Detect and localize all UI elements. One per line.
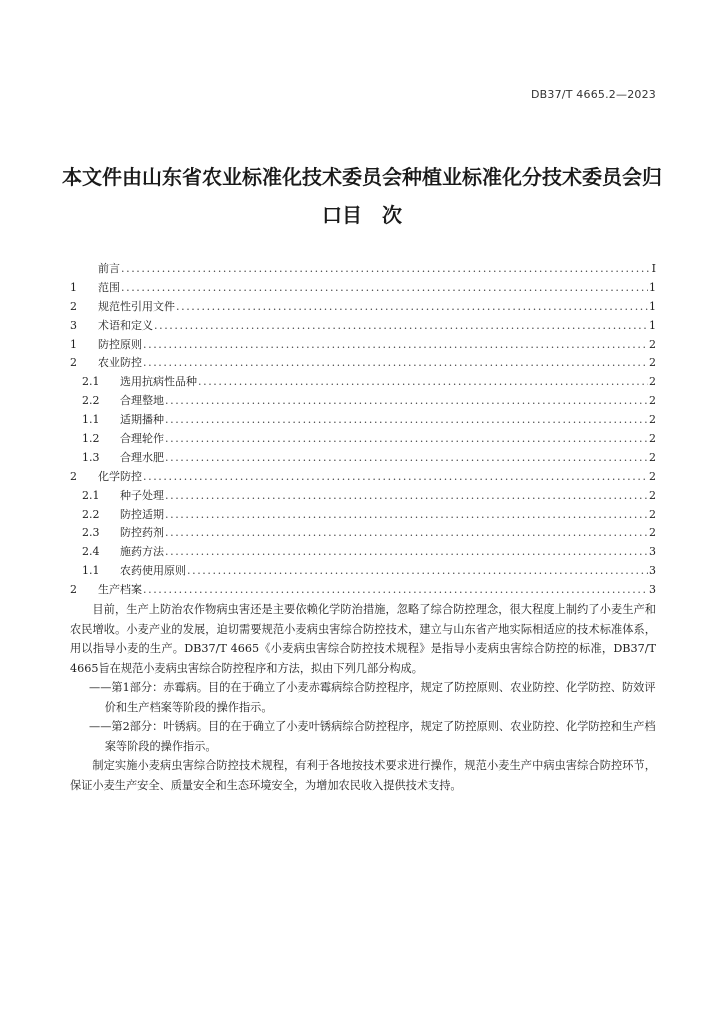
toc-leader-dots: [143, 354, 648, 373]
toc-entry-number: 1: [70, 337, 77, 351]
toc-entry[interactable]: [70, 279, 656, 298]
toc-entry[interactable]: [70, 430, 656, 449]
toc-leader-dots: [143, 581, 648, 600]
toc-entry-label: 农业防控: [98, 356, 142, 370]
toc-entry-page: 2: [649, 375, 656, 389]
toc-entry-number: 2.3: [82, 526, 100, 540]
toc-entry[interactable]: [70, 298, 656, 317]
toc-leader-dots: [165, 449, 648, 468]
toc-entry-label: 防控适期: [120, 507, 164, 521]
toc-leader-dots: [187, 562, 648, 581]
toc-entry-label: 合理轮作: [120, 432, 164, 446]
part-list-item: ——第1部分：赤霉病。目的在于确立了小麦赤霉病综合防控程序，规定了防控原则、农业防控、化学防控、防效评价和生产档案等阶段的操作指示。: [89, 681, 656, 714]
toc-entry[interactable]: [70, 449, 656, 468]
toc-leader-dots: [198, 373, 648, 392]
toc-leader-dots: [165, 506, 648, 525]
toc-entry[interactable]: [70, 468, 656, 487]
toc-entry[interactable]: [70, 524, 656, 543]
toc-entry[interactable]: [70, 487, 656, 506]
title-line-2: 口目 次: [322, 203, 402, 227]
toc-leader-dots: [165, 487, 648, 506]
toc-entry-label: 合理水肥: [120, 450, 164, 464]
toc-entry-page: 3: [649, 545, 656, 559]
toc-entry-page: 2: [649, 394, 656, 408]
toc-entry-number: 1.3: [82, 450, 100, 464]
toc-entry-number: 2: [70, 583, 77, 597]
toc-entry-label: 适期播种: [120, 413, 164, 427]
toc-entry-label: 选用抗病性品种: [120, 375, 197, 389]
toc-entry[interactable]: [70, 336, 656, 355]
toc-leader-dots: [165, 524, 648, 543]
toc-leader-dots: [154, 317, 648, 336]
toc-entry-page: 2: [649, 526, 656, 540]
body-paragraph: 目前，生产上防治农作物病虫害还是主要依赖化学防治措施，忽略了综合防控理念，很大程度上制约了小麦生产和农民增收。小麦产业的发展，迫切需要规范小麦病虫害综合防控技术，建立与山东省产地实际相适应的技术标准体系，用以指导小麦的生产。DB37/T 4665《小麦病虫害综合防控技术规程》是指导小麦病虫害综合防控的标准，DB37/T 4665旨在规范小麦病虫害综合防控程序和方法，拟由下列几部分构成。: [70, 603, 656, 675]
toc-entry-number: 2: [70, 299, 77, 313]
toc-entry-number: 2.1: [82, 375, 100, 389]
toc-entry-label: 施药方法: [120, 545, 164, 559]
toc-entry-page: 2: [649, 488, 656, 502]
toc-entry-label: 化学防控: [98, 469, 142, 483]
toc-entry-page: 2: [649, 469, 656, 483]
toc-leader-dots: [143, 468, 648, 487]
toc-entry-page: 2: [649, 356, 656, 370]
toc-entry[interactable]: [70, 373, 656, 392]
toc-entry-page: 2: [649, 337, 656, 351]
toc-entry-number: 1: [70, 280, 77, 294]
toc-entry-label: 农药使用原则: [120, 564, 186, 578]
toc-entry-page: 1: [649, 280, 656, 294]
toc-entry[interactable]: [70, 260, 656, 279]
toc-entry-label: 范围: [98, 280, 120, 294]
toc-entry-page: 2: [649, 413, 656, 427]
toc-entry-label: 合理整地: [120, 394, 164, 408]
toc-leader-dots: [176, 298, 648, 317]
toc-entry-label: 种子处理: [120, 488, 164, 502]
toc-entry-page: 3: [649, 583, 656, 597]
toc-entry-page: 1: [649, 318, 656, 332]
toc-entry-number: 2.1: [82, 488, 100, 502]
toc-entry-page: 3: [649, 564, 656, 578]
foreword-body: [70, 600, 656, 795]
toc-entry[interactable]: [70, 543, 656, 562]
toc-entry-number: 2: [70, 469, 77, 483]
toc-entry[interactable]: [70, 354, 656, 373]
table-of-contents: [70, 260, 656, 600]
toc-entry[interactable]: [70, 392, 656, 411]
toc-entry[interactable]: [70, 411, 656, 430]
toc-leader-dots: [165, 392, 648, 411]
toc-entry-page: 1: [649, 299, 656, 313]
toc-entry-label: 规范性引用文件: [98, 299, 175, 313]
title-line-1: 本文件由山东省农业标准化技术委员会种植业标准化分技术委员会归: [62, 165, 662, 189]
toc-leader-dots: [165, 411, 648, 430]
toc-entry-label: 前言: [98, 262, 120, 275]
toc-leader-dots: [143, 336, 648, 355]
toc-entry-number: 2.2: [82, 394, 100, 408]
toc-entry-number: 3: [70, 318, 77, 332]
toc-entry[interactable]: [70, 581, 656, 600]
toc-entry[interactable]: [70, 562, 656, 581]
toc-leader-dots: [121, 260, 651, 279]
toc-entry-page: 2: [649, 450, 656, 464]
toc-entry-number: 1.2: [82, 432, 100, 446]
toc-leader-dots: [121, 279, 648, 298]
toc-entry-number: 1.1: [82, 564, 100, 578]
page-title: [40, 158, 684, 234]
toc-entry[interactable]: [70, 506, 656, 525]
toc-entry-page: I: [651, 262, 656, 275]
toc-entry-label: 术语和定义: [98, 318, 153, 332]
toc-entry-number: 2.4: [82, 545, 100, 559]
toc-entry-number: 2.2: [82, 507, 100, 521]
toc-entry-page: 2: [649, 507, 656, 521]
part-list-item: ——第2部分：叶锈病。目的在于确立了小麦叶锈病综合防控程序，规定了防控原则、农业防控、化学防控和生产档案等阶段的操作指示。: [89, 720, 656, 753]
document-code: DB37/T 4665.2—2023: [530, 88, 656, 101]
toc-entry[interactable]: [70, 317, 656, 336]
toc-leader-dots: [165, 430, 648, 449]
toc-entry-label: 生产档案: [98, 583, 142, 597]
toc-entry-number: 2: [70, 356, 77, 370]
toc-entry-label: 防控药剂: [120, 526, 164, 540]
toc-entry-label: 防控原则: [98, 337, 142, 351]
toc-entry-page: 2: [649, 432, 656, 446]
toc-leader-dots: [165, 543, 648, 562]
toc-entry-number: 1.1: [82, 413, 100, 427]
body-paragraph: 制定实施小麦病虫害综合防控技术规程，有利于各地按技术要求进行操作，规范小麦生产中病虫害综合防控环节，保证小麦生产安全、质量安全和生态环境安全，为增加农民收入提供技术支持。: [70, 759, 656, 792]
